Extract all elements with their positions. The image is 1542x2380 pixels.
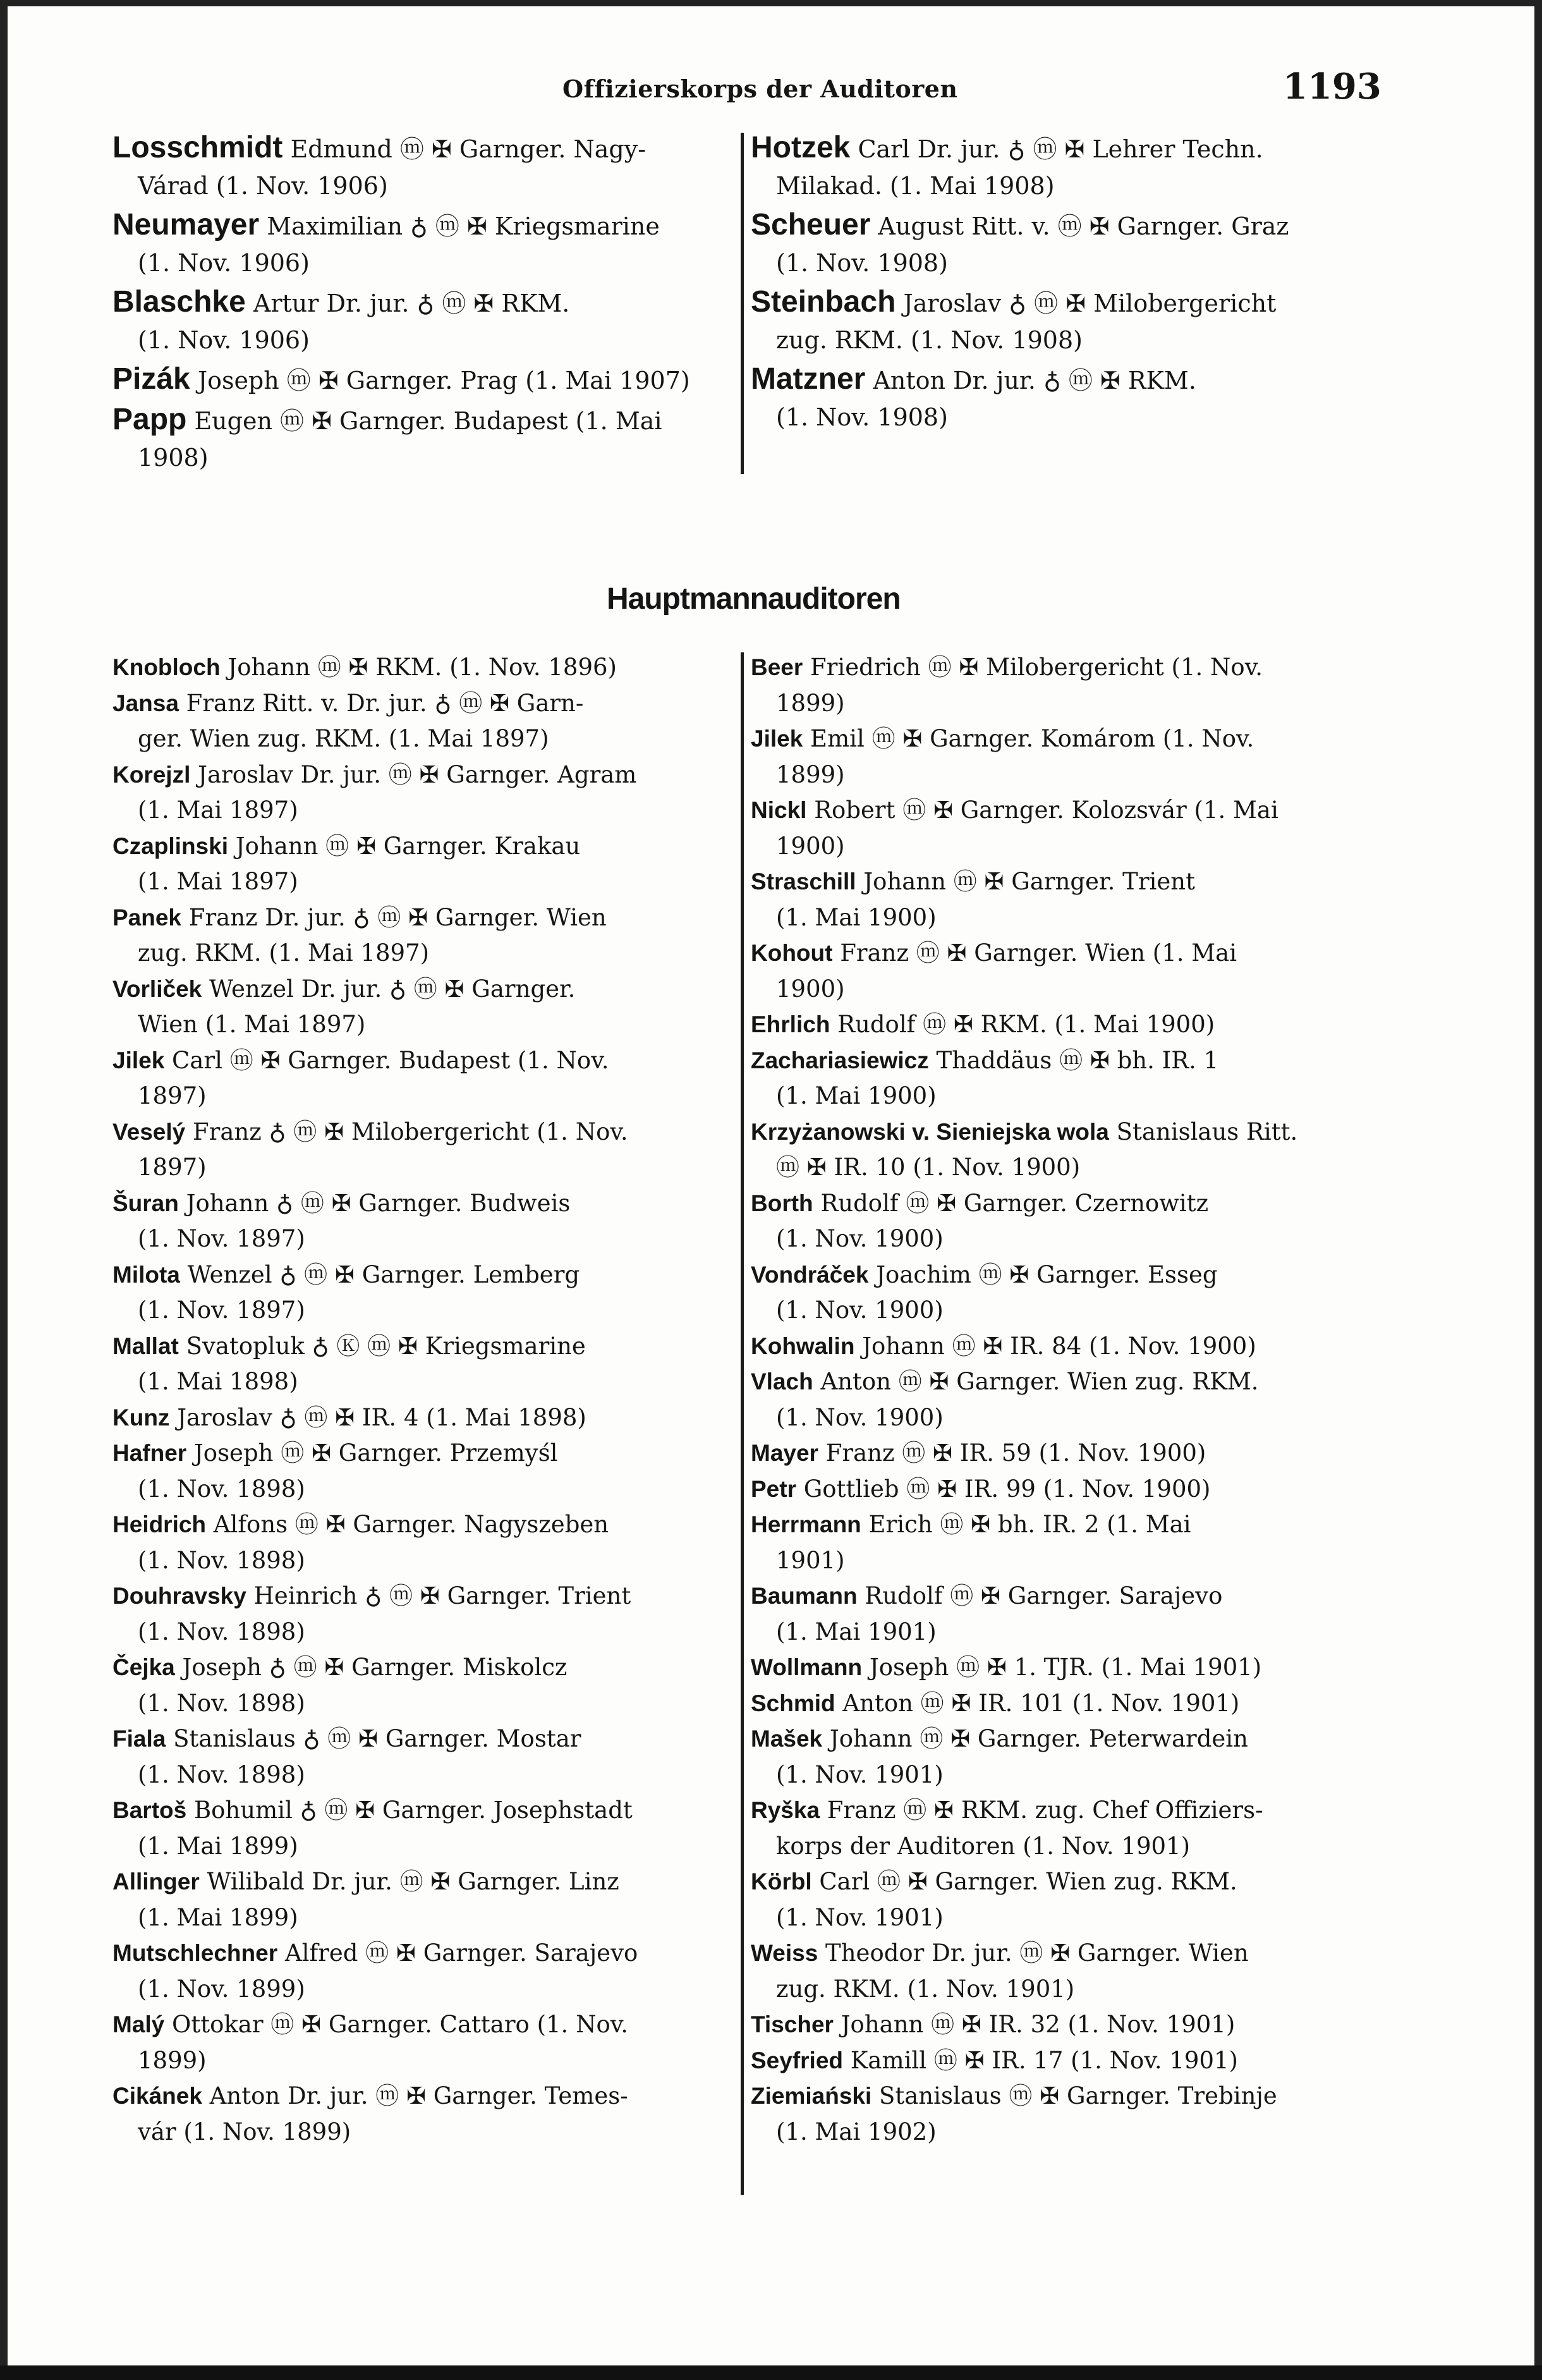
entry-continuation: ger. Wien zug. RKM. (1. Mai 1897) (138, 725, 549, 752)
register-entry (751, 793, 1376, 864)
entry-details: Franz Dr. jur. ♁ ⓜ ✠ Garnger. Wien (181, 903, 607, 931)
entry-continuation: ⓜ ✠ IR. 10 (1. Nov. 1900) (776, 1154, 1081, 1181)
entry-surname: Borth (751, 1190, 813, 1216)
register-entry (751, 1364, 1376, 1436)
register-entry (751, 1043, 1376, 1114)
entry-details: Rudolf ⓜ ✠ Garnger. Czernowitz (813, 1189, 1209, 1217)
entry-surname: Ziemiański (751, 2083, 872, 2109)
entry-details: Gottlieb ⓜ ✠ IR. 99 (1. Nov. 1900) (796, 1475, 1211, 1503)
entry-surname: Šuran (112, 1190, 179, 1216)
entry-details: Theodor Dr. jur. ⓜ ✠ Garnger. Wien (818, 1939, 1249, 1967)
entry-continuation: (1. Nov. 1897) (138, 1225, 305, 1252)
entry-surname: Allinger (112, 1869, 200, 1895)
entry-surname: Schmid (751, 1690, 835, 1716)
entry-details: Heinrich ♁ ⓜ ✠ Garnger. Trient (246, 1582, 631, 1609)
entry-continuation: (1. Nov. 1908) (776, 249, 948, 277)
entry-surname: Vlach (751, 1369, 813, 1394)
entry-surname: Kohwalin (751, 1333, 855, 1359)
entry-surname: Zachariasiewicz (751, 1047, 929, 1073)
entry-continuation: 1899) (776, 689, 845, 717)
entry-continuation: zug. RKM. (1. Nov. 1908) (776, 326, 1083, 354)
register-entry (112, 1793, 738, 1864)
entry-details: Franz ⓜ ✠ Garnger. Wien (1. Mai (832, 939, 1237, 967)
main-left-column (112, 650, 738, 2150)
register-entry (112, 1114, 738, 1186)
entry-details: Wilibald Dr. jur. ⓜ ✠ Garnger. Linz (199, 1868, 619, 1895)
page-border-top (0, 0, 1542, 6)
entry-surname: Körbl (751, 1869, 812, 1895)
entry-surname: Vondráček (751, 1261, 869, 1288)
entry-surname: Bartoš (112, 1797, 187, 1823)
register-entry (112, 361, 738, 399)
entry-details: Carl ⓜ ✠ Garnger. Budapest (1. Nov. (164, 1046, 609, 1074)
entry-details: Franz Ritt. v. Dr. jur. ♁ ⓜ ✠ Garn- (178, 689, 584, 717)
page-border-right (1534, 0, 1542, 2380)
entry-details: Joseph ⓜ ✠ Garnger. Prag (1. Mai 1907) (190, 367, 690, 394)
entry-details: Edmund ⓜ ✠ Garnger. Nagy- (282, 135, 647, 163)
entry-continuation: (1. Mai 1898) (138, 1368, 298, 1395)
register-entry (112, 1650, 738, 1721)
running-head: Offizierskorps der Auditoren (562, 75, 958, 103)
entry-surname: Baumann (751, 1583, 858, 1609)
entry-continuation: (1. Nov. 1898) (138, 1546, 305, 1574)
entry-continuation: (1. Nov. 1901) (776, 1761, 944, 1788)
register-entry (751, 1436, 1376, 1472)
entry-continuation: (1. Nov. 1900) (776, 1403, 944, 1431)
entry-details: August Ritt. v. ⓜ ✠ Garnger. Graz (870, 212, 1289, 240)
entry-continuation: 1897) (138, 1082, 207, 1109)
register-entry (112, 900, 738, 972)
entry-surname: Beer (751, 654, 803, 680)
register-entry (751, 864, 1376, 936)
entry-details: Artur Dr. jur. ♁ ⓜ ✠ RKM. (245, 290, 570, 317)
entry-surname: Steinbach (751, 285, 896, 319)
register-entry (751, 1329, 1376, 1365)
entry-surname: Mayer (751, 1440, 818, 1466)
register-entry (751, 1114, 1376, 1186)
entry-details: Anton ⓜ ✠ IR. 101 (1. Nov. 1901) (835, 1689, 1240, 1717)
entry-surname: Straschill (751, 869, 856, 894)
entry-surname: Seyfried (751, 2047, 844, 2073)
top-right-column (751, 130, 1376, 438)
entry-details: Alfred ⓜ ✠ Garnger. Sarajevo (277, 1939, 638, 1967)
register-entry (751, 207, 1376, 281)
register-entry (751, 2043, 1376, 2079)
entry-details: Johann ⓜ ✠ RKM. (1. Nov. 1896) (220, 654, 617, 681)
entry-details: Rudolf ⓜ ✠ RKM. (1. Mai 1900) (830, 1011, 1215, 1038)
entry-continuation: (1. Mai 1901) (776, 1618, 937, 1645)
entry-details: Carl Dr. jur. ♁ ⓜ ✠ Lehrer Techn. (850, 135, 1263, 163)
register-entry (112, 1186, 738, 1257)
entry-surname: Fiala (112, 1726, 166, 1752)
entry-surname: Mutschlechner (112, 1940, 278, 1966)
register-entry (751, 650, 1376, 721)
entry-details: Stanislaus Ritt. (1108, 1118, 1298, 1145)
page-number: 1193 (1283, 66, 1381, 107)
entry-details: Franz ⓜ ✠ RKM. zug. Chef Offiziers- (820, 1797, 1263, 1824)
entry-details: Jaroslav Dr. jur. ⓜ ✠ Garnger. Agram (190, 760, 637, 788)
entry-continuation: Várad (1. Nov. 1906) (138, 172, 388, 200)
entry-continuation: 1900) (776, 975, 845, 1003)
entry-details: Ottokar ⓜ ✠ Garnger. Cattaro (1. Nov. (164, 2011, 628, 2038)
entry-surname: Pizák (112, 362, 190, 396)
entry-details: Erich ⓜ ✠ bh. IR. 2 (1. Mai (861, 1511, 1191, 1538)
entry-surname: Ryška (751, 1797, 820, 1823)
entry-continuation: korps der Auditoren (1. Nov. 1901) (776, 1832, 1191, 1860)
entry-details: Johann ⓜ ✠ IR. 84 (1. Nov. 1900) (854, 1332, 1256, 1360)
register-entry (112, 1329, 738, 1400)
entry-details: Friedrich ⓜ ✠ Milobergericht (1. Nov. (803, 654, 1263, 681)
entry-surname: Cikánek (112, 2083, 202, 2109)
entry-continuation: (1. Mai 1897) (138, 796, 298, 824)
entry-surname: Heidrich (112, 1511, 207, 1537)
register-entry (751, 1864, 1376, 1936)
entry-details: Johann ⓜ ✠ Garnger. Peterwardein (822, 1725, 1248, 1752)
entry-surname: Veselý (112, 1118, 186, 1145)
register-entry (112, 2078, 738, 2150)
register-entry (112, 1400, 738, 1436)
entry-continuation: 1899) (776, 760, 845, 788)
entry-surname: Kohout (751, 940, 833, 966)
register-entry (112, 1936, 738, 2007)
entry-details: Rudolf ⓜ ✠ Garnger. Sarajevo (857, 1582, 1223, 1609)
entry-continuation: vár (1. Nov. 1899) (138, 2118, 351, 2145)
entry-details: Jaroslav ♁ ⓜ ✠ Milobergericht (895, 290, 1277, 317)
entry-surname: Matzner (751, 362, 866, 396)
entry-details: Johann ⓜ ✠ Garnger. Trient (856, 868, 1195, 895)
entry-details: Joseph ⓜ ✠ Garnger. Przemyśl (186, 1439, 558, 1467)
entry-surname: Czaplinski (112, 833, 228, 859)
register-entry (112, 1578, 738, 1650)
entry-continuation: (1. Mai 1900) (776, 903, 937, 931)
entry-details: Anton ⓜ ✠ Garnger. Wien zug. RKM. (813, 1368, 1259, 1395)
register-entry (751, 361, 1376, 436)
entry-details: Alfons ⓜ ✠ Garnger. Nagyszeben (206, 1511, 609, 1538)
entry-continuation: (1. Nov. 1898) (138, 1689, 305, 1717)
register-entry (751, 721, 1376, 793)
register-entry (751, 2078, 1376, 2150)
register-entry (751, 1936, 1376, 2007)
entry-surname: Malý (112, 2011, 165, 2037)
entry-details: Joseph ⓜ ✠ 1. TJR. (1. Mai 1901) (862, 1654, 1262, 1681)
entry-details: Jaroslav ♁ ⓜ ✠ IR. 4 (1. Mai 1898) (169, 1403, 586, 1431)
entry-continuation: 1899) (138, 2046, 207, 2074)
entry-surname: Milota (112, 1261, 180, 1288)
column-divider-top (741, 133, 744, 474)
entry-surname: Ehrlich (751, 1011, 830, 1037)
entry-continuation: Milakad. (1. Mai 1908) (776, 172, 1055, 200)
entry-surname: Kunz (112, 1404, 170, 1431)
entry-details: Svatopluk ♁ Ⓚ ⓜ ✠ Kriegsmarine (178, 1332, 586, 1360)
register-entry (751, 1793, 1376, 1864)
entry-surname: Krzyżanowski v. Sieniejska wola (751, 1118, 1109, 1145)
entry-details: Bohumil ♁ ⓜ ✠ Garnger. Josephstadt (186, 1797, 633, 1824)
entry-continuation: (1. Mai 1897) (138, 868, 298, 895)
register-entry (112, 1507, 738, 1578)
entry-surname: Nickl (751, 797, 807, 823)
entry-surname: Mallat (112, 1333, 179, 1359)
entry-continuation: (1. Mai 1900) (776, 1082, 937, 1109)
register-entry (751, 1186, 1376, 1257)
entry-surname: Knobloch (112, 654, 221, 680)
register-entry (751, 1507, 1376, 1578)
entry-surname: Neumayer (112, 208, 260, 241)
register-entry (112, 401, 738, 476)
entry-details: Franz ♁ ⓜ ✠ Milobergericht (1. Nov. (185, 1118, 628, 1145)
entry-details: Franz ⓜ ✠ IR. 59 (1. Nov. 1900) (818, 1439, 1206, 1467)
entry-continuation: 1897) (138, 1154, 207, 1181)
entry-surname: Jilek (751, 726, 803, 752)
register-entry (112, 1436, 738, 1507)
entry-surname: Scheuer (751, 208, 871, 241)
register-entry (751, 1007, 1376, 1043)
register-entry (112, 1257, 738, 1329)
entry-continuation: (1. Nov. 1898) (138, 1761, 305, 1788)
entry-continuation: 1901) (776, 1546, 845, 1574)
register-entry (751, 284, 1376, 358)
entry-details: Anton Dr. jur. ♁ ⓜ ✠ RKM. (865, 367, 1196, 394)
register-entry (112, 686, 738, 757)
section-heading: Hauptmannauditoren (607, 582, 901, 616)
register-entry (112, 1043, 738, 1114)
register-entry (112, 829, 738, 900)
entry-continuation: 1900) (776, 832, 845, 860)
register-entry (112, 284, 738, 358)
entry-continuation: (1. Nov. 1898) (138, 1475, 305, 1503)
top-left-column (112, 130, 738, 479)
entry-surname: Papp (112, 403, 187, 436)
entry-details: Joachim ⓜ ✠ Garnger. Esseg (868, 1260, 1218, 1288)
entry-surname: Losschmidt (112, 131, 283, 164)
entry-details: Johann ⓜ ✠ Garnger. Krakau (228, 832, 581, 860)
entry-continuation: (1. Nov. 1900) (776, 1297, 944, 1324)
register-entry (751, 1578, 1376, 1650)
register-entry (751, 1257, 1376, 1329)
entry-surname: Panek (112, 904, 182, 931)
entry-surname: Hafner (112, 1440, 187, 1466)
entry-details: Stanislaus ⓜ ✠ Garnger. Trebinje (871, 2082, 1277, 2109)
register-entry (112, 650, 738, 686)
page-border-left (0, 0, 8, 2380)
register-entry (751, 1650, 1376, 1686)
entry-continuation: (1. Mai 1902) (776, 2118, 937, 2145)
entry-details: Thaddäus ⓜ ✠ bh. IR. 1 (928, 1046, 1219, 1074)
entry-continuation: (1. Mai 1899) (138, 1903, 298, 1931)
register-entry (751, 130, 1376, 204)
entry-continuation: zug. RKM. (1. Mai 1897) (138, 939, 430, 967)
entry-continuation: (1. Nov. 1899) (138, 1975, 305, 2003)
register-entry (751, 1686, 1376, 1722)
register-entry (112, 130, 738, 204)
entry-details: Robert ⓜ ✠ Garnger. Kolozsvár (1. Mai (806, 796, 1278, 824)
entry-continuation: (1. Nov. 1900) (776, 1225, 944, 1252)
entry-details: Emil ⓜ ✠ Garnger. Komárom (1. Nov. (803, 725, 1254, 752)
entry-surname: Korejzl (112, 761, 191, 788)
entry-details: Stanislaus ♁ ⓜ ✠ Garnger. Mostar (166, 1725, 581, 1752)
entry-details: Kamill ⓜ ✠ IR. 17 (1. Nov. 1901) (843, 2046, 1238, 2074)
entry-surname: Jansa (112, 690, 179, 716)
entry-details: Anton Dr. jur. ⓜ ✠ Garnger. Temes- (202, 2082, 628, 2109)
entry-continuation: (1. Nov. 1898) (138, 1618, 305, 1645)
entry-continuation: 1908) (138, 444, 209, 472)
register-entry (112, 2007, 738, 2078)
entry-details: Johann ♁ ⓜ ✠ Garnger. Budweis (178, 1189, 571, 1217)
page-border-bottom (0, 2365, 1542, 2380)
entry-surname: Wollmann (751, 1654, 863, 1680)
entry-details: Joseph ♁ ⓜ ✠ Garnger. Miskolcz (174, 1654, 568, 1681)
register-entry (751, 2007, 1376, 2043)
entry-continuation: (1. Nov. 1906) (138, 326, 310, 354)
entry-continuation: (1. Nov. 1908) (776, 403, 948, 431)
register-entry (751, 936, 1376, 1007)
register-entry (112, 1721, 738, 1793)
entry-surname: Čejka (112, 1654, 175, 1680)
register-entry (112, 207, 738, 281)
register-entry (751, 1472, 1376, 1508)
entry-continuation: (1. Mai 1899) (138, 1832, 298, 1860)
entry-surname: Tischer (751, 2011, 834, 2037)
entry-continuation: (1. Nov. 1897) (138, 1297, 305, 1324)
entry-continuation: Wien (1. Mai 1897) (138, 1011, 366, 1038)
entry-details: Wenzel ♁ ⓜ ✠ Garnger. Lemberg (179, 1260, 580, 1288)
entry-surname: Mašek (751, 1726, 823, 1752)
entry-details: Eugen ⓜ ✠ Garnger. Budapest (1. Mai (186, 407, 662, 435)
entry-details: Johann ⓜ ✠ IR. 32 (1. Nov. 1901) (833, 2011, 1235, 2038)
entry-details: Carl ⓜ ✠ Garnger. Wien zug. RKM. (811, 1868, 1237, 1895)
entry-surname: Herrmann (751, 1511, 861, 1537)
main-right-column (751, 650, 1376, 2150)
entry-surname: Hotzek (751, 131, 851, 164)
register-entry (112, 1864, 738, 1936)
entry-details: Wenzel Dr. jur. ♁ ⓜ ✠ Garnger. (202, 975, 576, 1003)
entry-continuation: zug. RKM. (1. Nov. 1901) (776, 1975, 1075, 2003)
entry-continuation: (1. Nov. 1906) (138, 249, 310, 277)
register-entry (751, 1721, 1376, 1793)
entry-surname: Douhravsky (112, 1583, 246, 1609)
entry-continuation: (1. Nov. 1901) (776, 1903, 944, 1931)
register-entry (112, 757, 738, 829)
entry-surname: Vorliček (112, 975, 202, 1002)
register-entry (112, 972, 738, 1043)
entry-details: Maximilian ♁ ⓜ ✠ Kriegsmarine (259, 212, 660, 240)
entry-surname: Jilek (112, 1047, 165, 1073)
entry-surname: Petr (751, 1475, 796, 1502)
entry-surname: Weiss (751, 1940, 818, 1966)
column-divider-main (741, 652, 744, 2195)
entry-surname: Blaschke (112, 285, 246, 319)
